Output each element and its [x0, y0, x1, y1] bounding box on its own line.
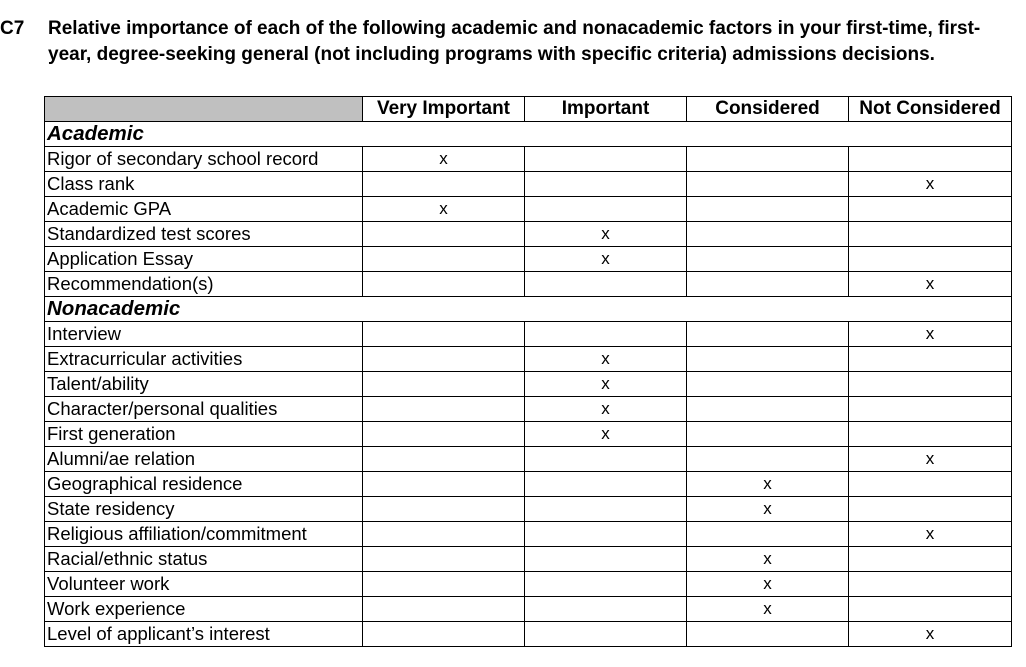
rating-cell	[363, 497, 525, 522]
rating-cell	[687, 147, 849, 172]
rating-cell: x	[687, 547, 849, 572]
rating-cell: x	[849, 447, 1012, 472]
rating-cell: x	[363, 147, 525, 172]
table-row	[45, 372, 1012, 397]
rating-cell	[849, 247, 1012, 272]
section-heading	[0, 16, 1020, 68]
rating-cell	[525, 197, 687, 222]
table-row	[45, 397, 1012, 422]
factor-label: Academic GPA	[45, 197, 363, 222]
table-row	[45, 522, 1012, 547]
factor-label: Standardized test scores	[45, 222, 363, 247]
column-header-very-important: Very Important	[363, 97, 525, 122]
factor-label: State residency	[45, 497, 363, 522]
factor-label: Level of applicant’s interest	[45, 622, 363, 647]
factor-label: Recommendation(s)	[45, 272, 363, 297]
column-header-not-considered: Not Considered	[849, 97, 1012, 122]
rating-cell	[525, 522, 687, 547]
table-row	[45, 547, 1012, 572]
factor-label: Character/personal qualities	[45, 397, 363, 422]
column-header-important: Important	[525, 97, 687, 122]
rating-cell	[363, 622, 525, 647]
factor-label: Religious affiliation/commitment	[45, 522, 363, 547]
factor-label: Alumni/ae relation	[45, 447, 363, 472]
rating-cell	[687, 247, 849, 272]
rating-cell	[363, 222, 525, 247]
factor-label: Application Essay	[45, 247, 363, 272]
rating-cell	[363, 347, 525, 372]
column-header-considered: Considered	[687, 97, 849, 122]
rating-cell	[687, 322, 849, 347]
table-row	[45, 447, 1012, 472]
rating-cell: x	[363, 197, 525, 222]
rating-cell	[363, 397, 525, 422]
section-row-nonacademic	[45, 297, 1012, 322]
section-label: Academic	[45, 122, 1012, 147]
rating-cell: x	[525, 372, 687, 397]
table-header-row	[45, 97, 1012, 122]
rating-cell	[687, 272, 849, 297]
rating-cell	[849, 597, 1012, 622]
admission-factors-table	[44, 96, 1012, 647]
rating-cell: x	[687, 472, 849, 497]
factor-label: Racial/ethnic status	[45, 547, 363, 572]
rating-cell: x	[525, 347, 687, 372]
rating-cell: x	[687, 572, 849, 597]
table-row	[45, 472, 1012, 497]
table-row	[45, 422, 1012, 447]
rating-cell	[525, 322, 687, 347]
table-row	[45, 172, 1012, 197]
table-row	[45, 147, 1012, 172]
rating-cell	[363, 447, 525, 472]
rating-cell	[363, 372, 525, 397]
rating-cell	[849, 222, 1012, 247]
factor-label: Rigor of secondary school record	[45, 147, 363, 172]
rating-cell	[849, 572, 1012, 597]
factor-label: Geographical residence	[45, 472, 363, 497]
table-row	[45, 622, 1012, 647]
rating-cell	[363, 572, 525, 597]
rating-cell	[849, 147, 1012, 172]
factor-label: Work experience	[45, 597, 363, 622]
table-row	[45, 247, 1012, 272]
rating-cell: x	[525, 397, 687, 422]
header-corner-cell	[45, 97, 363, 122]
rating-cell: x	[849, 322, 1012, 347]
factor-label: Class rank	[45, 172, 363, 197]
rating-cell	[687, 197, 849, 222]
table-row	[45, 272, 1012, 297]
table-row	[45, 222, 1012, 247]
rating-cell	[525, 497, 687, 522]
rating-cell: x	[849, 272, 1012, 297]
factor-label: Interview	[45, 322, 363, 347]
rating-cell	[363, 172, 525, 197]
rating-cell	[525, 572, 687, 597]
rating-cell: x	[687, 597, 849, 622]
factor-label: Talent/ability	[45, 372, 363, 397]
rating-cell	[525, 472, 687, 497]
rating-cell	[525, 622, 687, 647]
rating-cell	[849, 372, 1012, 397]
rating-cell	[363, 522, 525, 547]
rating-cell	[687, 397, 849, 422]
table-body	[45, 122, 1012, 647]
rating-cell	[687, 622, 849, 647]
rating-cell	[849, 397, 1012, 422]
rating-cell	[525, 597, 687, 622]
rating-cell	[687, 347, 849, 372]
rating-cell	[525, 147, 687, 172]
rating-cell: x	[849, 172, 1012, 197]
section-code: C7	[0, 18, 25, 39]
section-label: Nonacademic	[45, 297, 1012, 322]
rating-cell	[849, 197, 1012, 222]
factor-label: Extracurricular activities	[45, 347, 363, 372]
table-row	[45, 197, 1012, 222]
rating-cell: x	[525, 247, 687, 272]
rating-cell	[363, 247, 525, 272]
rating-cell	[849, 422, 1012, 447]
rating-cell: x	[525, 222, 687, 247]
table-row	[45, 347, 1012, 372]
rating-cell	[363, 422, 525, 447]
table-row	[45, 597, 1012, 622]
rating-cell	[525, 272, 687, 297]
rating-cell	[687, 372, 849, 397]
rating-cell	[687, 172, 849, 197]
rating-cell	[525, 547, 687, 572]
factor-label: First generation	[45, 422, 363, 447]
rating-cell: x	[849, 522, 1012, 547]
table-row	[45, 322, 1012, 347]
rating-cell	[525, 172, 687, 197]
table-row	[45, 497, 1012, 522]
rating-cell	[363, 272, 525, 297]
factor-label: Volunteer work	[45, 572, 363, 597]
rating-cell	[525, 447, 687, 472]
rating-cell	[687, 222, 849, 247]
rating-cell	[849, 472, 1012, 497]
rating-cell: x	[849, 622, 1012, 647]
rating-cell	[363, 322, 525, 347]
rating-cell	[687, 447, 849, 472]
rating-cell	[687, 422, 849, 447]
section-title: Relative importance of each of the following academic and nonacademic factors in your first-time, first-year, degree-seeking general (not including programs with specific criteria) admissions decisions.	[48, 18, 981, 65]
rating-cell	[363, 597, 525, 622]
rating-cell: x	[525, 422, 687, 447]
rating-cell: x	[687, 497, 849, 522]
rating-cell	[363, 472, 525, 497]
table-row	[45, 572, 1012, 597]
rating-cell	[363, 547, 525, 572]
rating-cell	[849, 497, 1012, 522]
rating-cell	[849, 347, 1012, 372]
section-row-academic	[45, 122, 1012, 147]
rating-cell	[849, 547, 1012, 572]
rating-cell	[687, 522, 849, 547]
